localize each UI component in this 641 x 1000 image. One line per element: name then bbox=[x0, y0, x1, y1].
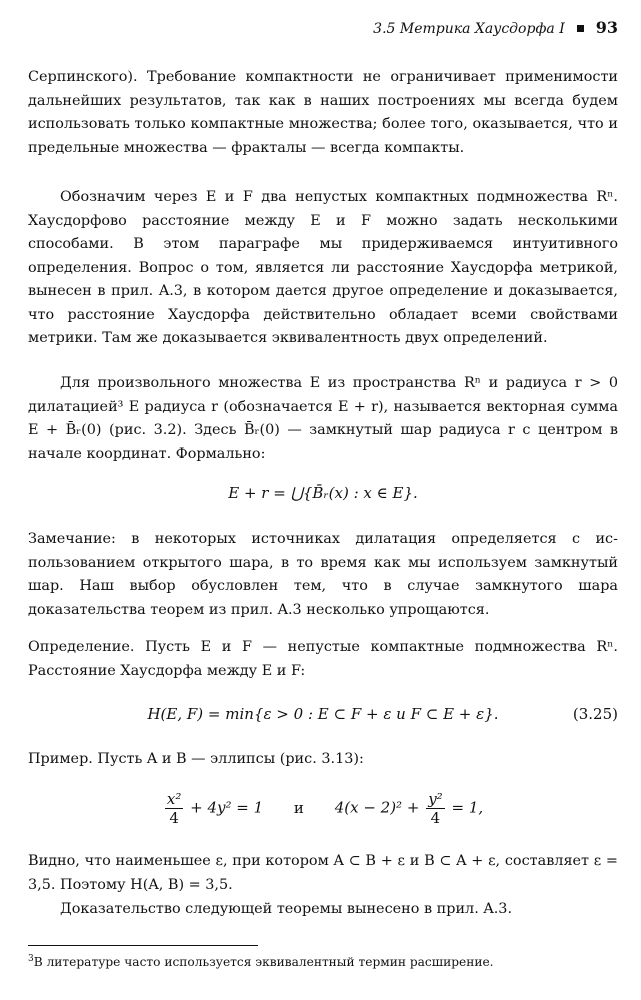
formula-ellipses: $\frac{\text{x²}}{4}$ + 4y² = 1 и 4(x − 2)² + $\frac{\text{y²}}{4}$ = 1, bbox=[166, 790, 484, 827]
formula-hausdorff bbox=[28, 705, 618, 723]
book-page bbox=[28, 0, 618, 1000]
fraction-y-squared: $\frac{\text{y²}}{4}$ bbox=[428, 790, 443, 827]
paragraph-hausdorff-intro: Обозначим через E и F два непустых компактных подмножества Rⁿ. Хаусдорфово расстояние между E и F можно задать несколькими способами. В этом параграфе мы придерживаемся интуитивного определения. Вопрос о том, является ли расстояние Хаусдорфа метрикой, вынесен в прил. A.3, в котором дается другое определение и доказывается, что расстояние Хаусдорфа действительно обладает всеми свойствами метрики. Там же доказывается эквивалентность двух определений. bbox=[28, 189, 618, 346]
fraction-x-squared: $\frac{\text{x²}}{4}$ bbox=[166, 790, 182, 827]
formula-dilation: E + r = ⋃{B̄ᵣ(x) : x ∈ E}. bbox=[228, 484, 418, 502]
paragraph-example: Пример. Пусть A и B — эллипсы (рис. 3.13): bbox=[28, 751, 364, 767]
bullet-icon bbox=[577, 25, 584, 32]
paragraph-dilation: Для произвольного множества E из пространства Rⁿ и радиуса r > 0 дилатацией³ E радиуса r (обозначается E + r), называется векторная сумма E + B̄ᵣ(0) (рис. 3.2). Здесь B̄ᵣ(0) — замкнутый шар радиуса r с центром в начале координат. Формально: bbox=[28, 375, 618, 462]
footnote bbox=[28, 950, 618, 971]
formula-hausdorff-body: H(E, F) = min{ε > 0 : E ⊂ F + ε и F ⊂ E + ε}. bbox=[147, 705, 499, 723]
paragraph-remark: Замечание: в некоторых источниках дилатация определяется с использованием открытого шара, в то время как мы используем замкнутый шар. Наш выбор обусловлен тем, что в случае замкнутого шара доказательства теорем из прил. A.3 несколько упрощаются. bbox=[28, 531, 618, 618]
footnote-text: В литературе часто используется эквивалентный термин расширение. bbox=[33, 955, 494, 970]
footnote-mark: 3 bbox=[28, 954, 34, 964]
page-number: 93 bbox=[595, 18, 618, 37]
section-title: 3.5 Метрика Хаусдорфа I bbox=[373, 21, 565, 37]
footnote-rule bbox=[28, 945, 258, 946]
paragraph-result: Видно, что наименьшее ε, при котором A ⊂ B + ε и B ⊂ A + ε, составляет ε = 3,5. Поэтому H(A, B) = 3,5. bbox=[28, 853, 618, 893]
equation-number: (3.25) bbox=[572, 705, 618, 723]
paragraph-compactness: Серпинского). Требование компактности не ограничивает применимости дальнейших результатов, так как в наших построениях мы всегда будем использовать только компактные множества; более того, оказывается, что и предельные множества — фракталы — всегда компакты. bbox=[28, 69, 618, 156]
paragraph-definition: Определение. Пусть E и F — непустые компактные подмножества Rⁿ. Расстояние Хаусдорфа между E и F: bbox=[28, 639, 618, 679]
running-header bbox=[28, 18, 618, 37]
paragraph-proof-note: Доказательство следующей теоремы вынесено в прил. A.3. bbox=[60, 901, 513, 917]
